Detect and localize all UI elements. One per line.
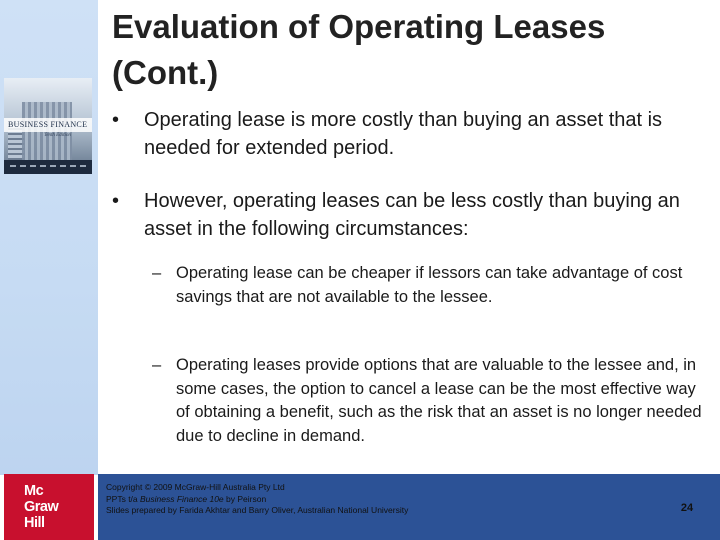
mcgraw-hill-logo [4, 474, 94, 540]
sub-bullet-text: Operating leases provide options that are valuable to the lessee and, in some cases, the option to cancel a lease can be the most effective way of obtaining a benefit, such as the risk that an asset is no longer needed due to decline in demand. [176, 356, 702, 445]
cover-strip [4, 160, 92, 174]
sub-bullet-text: Operating lease can be cheaper if lessors can take advantage of cost savings that are not available to the lessee. [176, 264, 683, 306]
book-title: BUSINESS FINANCE [4, 118, 92, 132]
bullet-marker: • [112, 109, 120, 131]
bullet-item [112, 187, 712, 243]
left-sidebar [0, 0, 98, 540]
bullet-item [112, 106, 712, 162]
sidebar-panel [0, 0, 98, 475]
ppt-suffix: by Peirson [223, 493, 267, 504]
sub-bullet-marker: – [152, 356, 162, 374]
sub-bullet-marker: – [152, 264, 162, 282]
bullet-text: However, operating leases can be less costly than buying an asset in the following circumstances: [144, 190, 680, 240]
sub-bullet-item [152, 262, 712, 309]
sub-bullet-item [152, 354, 712, 448]
logo-text [24, 481, 74, 533]
bullet-text: Operating lease is more costly than buying an asset that is needed for extended period. [144, 109, 663, 159]
book-subtitle: Tenth Edition [44, 133, 71, 138]
page-number: 24 [680, 502, 694, 514]
book-cover-image [4, 78, 92, 174]
footer-credits [106, 482, 576, 517]
footer-ppt-line [106, 494, 576, 506]
logo-line-3: Hill [24, 515, 45, 531]
bullet-marker: • [112, 190, 120, 212]
title-line-1: Evaluation of Operating Leases [112, 8, 606, 45]
ppt-book-title: Business Finance 10e [140, 493, 224, 504]
title-line-2: (Cont.) [112, 54, 219, 91]
slide-title [112, 4, 712, 96]
footer-prepared-by: Slides prepared by Farida Akhtar and Barry Oliver, Australian National University [106, 505, 409, 515]
logo-line-1: Mc [24, 483, 44, 499]
logo-line-2: Graw [24, 499, 59, 515]
footer-copyright: Copyright © 2009 McGraw-Hill Australia Pty Ltd [106, 482, 285, 492]
ppt-prefix: PPTs t/a [106, 493, 141, 504]
